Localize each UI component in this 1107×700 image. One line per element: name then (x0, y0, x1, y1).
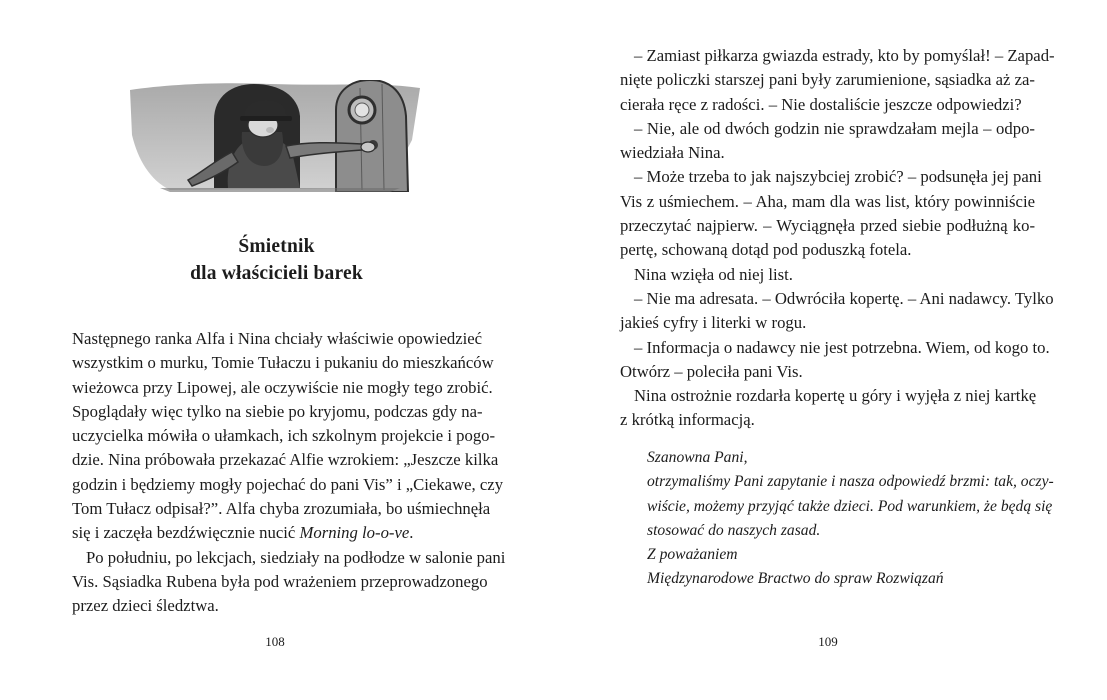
page-number: 109 (818, 634, 838, 649)
letter-line: wiście, możemy przyjąć także dzieci. Pod warunkiem, że będą się (647, 497, 1053, 515)
body-line: – Nie, ale od dwóch godzin nie sprawdzałam mejla – odpo- (634, 118, 1035, 138)
letter-line: Z poważaniem (647, 546, 738, 564)
body-line: Vis. Sąsiadka Rubena była pod wrażeniem przeprowadzonego (72, 571, 488, 591)
chapter-title-line-2: dla właścicieli barek (190, 263, 363, 284)
chapter-title-line-1: Śmietnik (238, 236, 315, 257)
letter-line: stosować do naszych zasad. (647, 521, 821, 539)
right-page (553, 0, 1107, 700)
page-number: 108 (265, 634, 285, 649)
body-line: wieżowca przy Lipowej, ale oczywiście nie mogły tego zrobić. (72, 377, 493, 397)
song-title: Morning lo-o-ve (299, 523, 410, 543)
body-line: godzin i będziemy mogły pojechać do pani Vis” i „Ciekawe, czy (72, 474, 504, 494)
left-page-body (72, 327, 506, 619)
body-text: się i zaczęła bezdźwięcznie nucić (72, 523, 300, 543)
body-line: nięte policzki starszej pani były zarumienione, sąsiadka aż za- (620, 70, 1035, 90)
body-line: – Może trzeba to jak najszybciej zrobić? – podsunęła jej pani (634, 167, 1042, 187)
body-line: z krótką informacją. (620, 410, 755, 430)
body-line: przeczytać najpierw. – Wyciągnęła przed siebie podłużną ko- (620, 216, 1035, 236)
letter-text (647, 446, 1054, 592)
chapter-illustration (130, 80, 420, 192)
body-line: Otwórz – poleciła pani Vis. (620, 361, 803, 381)
body-line: jakieś cyfry i literki w rogu. (620, 313, 807, 333)
body-line: cierała ręce z radości. – Nie dostaliście jeszcze odpowiedzi? (620, 94, 1022, 114)
body-line: dzie. Nina próbowała przekazać Alfie wzrokiem: „Jeszcze kilka (72, 450, 499, 470)
body-line (72, 521, 477, 545)
body-line: wszystkim o murku, Tomie Tułaczu i pukaniu do mieszkańców (72, 353, 494, 373)
body-line: Nina ostrożnie rozdarła kopertę u góry i wyjęła z niej kartkę (634, 386, 1037, 406)
body-line: pertę, schowaną dotąd pod poduszką fotela. (620, 240, 912, 260)
chapter-title (0, 233, 553, 287)
body-line: Spoglądały więc tylko na siebie po kryjomu, podczas gdy na- (72, 401, 483, 421)
body-line: Po południu, po lekcjach, siedziały na podłodze w salonie pani (86, 547, 506, 567)
body-line: Nina wzięła od niej list. (634, 264, 793, 284)
body-line: Vis z uśmiechem. – Aha, mam dla was list, który powinniście (620, 191, 1035, 211)
left-page (0, 0, 553, 700)
body-line: wiedziała Nina. (620, 143, 725, 163)
body-line: przez dzieci śledztwa. (72, 596, 219, 616)
body-line: Tom Tułacz odpisał?”. Alfa chyba zrozumiała, bo uśmiechnęła (72, 499, 491, 519)
letter-line: Szanowna Pani, (647, 449, 748, 466)
body-line: – Zamiast piłkarza gwiazda estrady, kto by pomyślał! – Zapad- (634, 46, 1055, 65)
letter-line: otrzymaliśmy Pani zapytanie i nasza odpowiedź brzmi: tak, oczy- (647, 473, 1054, 491)
right-page-body (620, 44, 1055, 433)
letter-line: Międzynarodowe Bractwo do spraw Rozwiązań (647, 570, 944, 588)
body-text: . (409, 523, 414, 543)
body-line: – Informacja o nadawcy nie jest potrzebna. Wiem, od kogo to. (634, 337, 1050, 357)
body-line: uczycielka mówiła o ułamkach, ich szkolnym projekcie i pogo- (72, 426, 496, 446)
body-line: – Nie ma adresata. – Odwróciła kopertę. – Ani nadawcy. Tylko (634, 288, 1054, 308)
body-line: Następnego ranka Alfa i Nina chciały właściwie opowiedzieć (72, 329, 483, 348)
